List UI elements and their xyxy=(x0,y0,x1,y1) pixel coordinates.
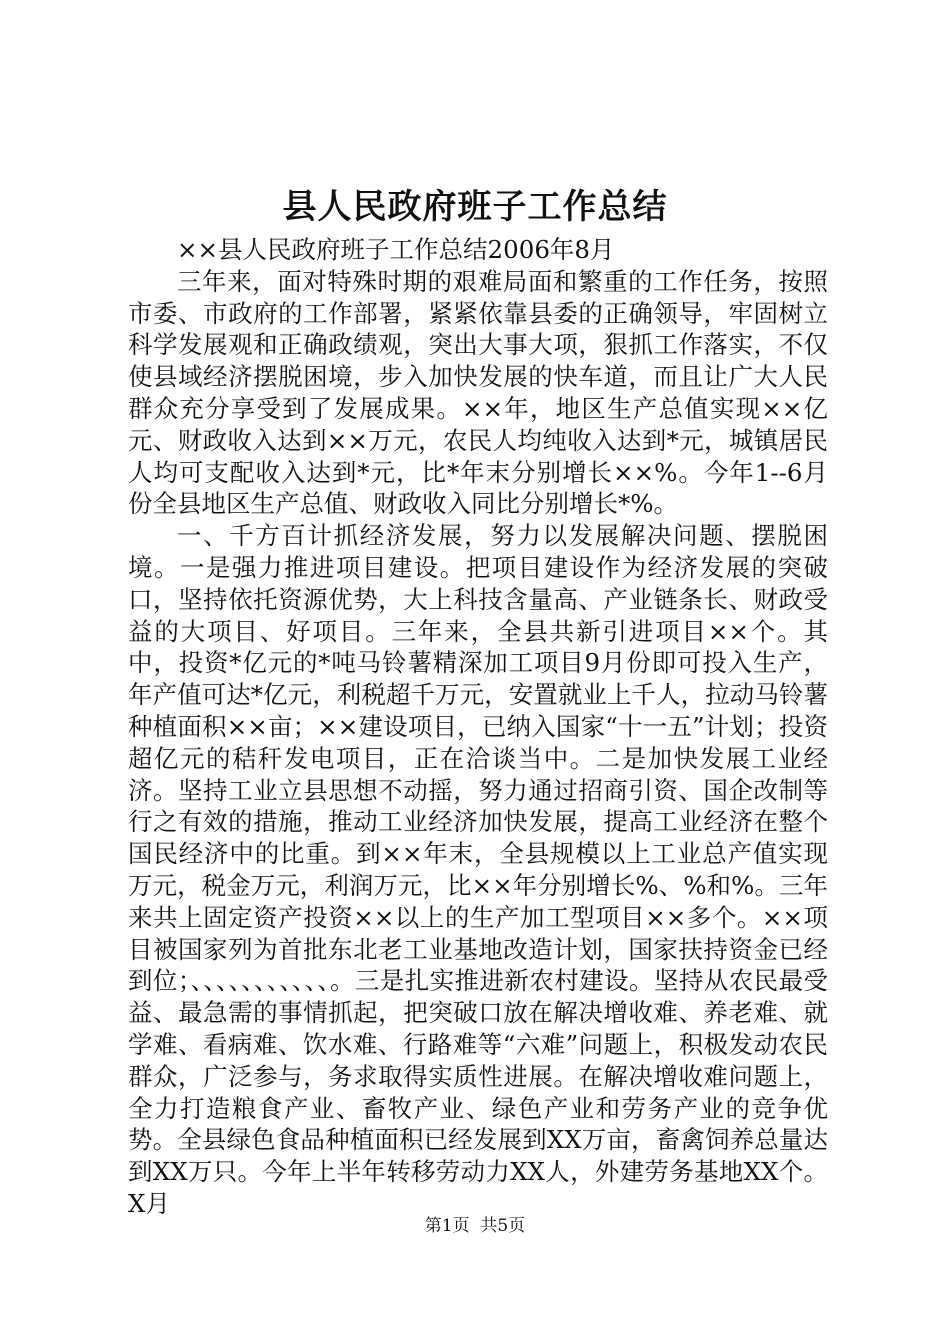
body-paragraph: ××县人民政府班子工作总结2006年8月 xyxy=(177,235,615,264)
body-paragraph: 三年来，面对特殊时期的艰难局面和繁重的工作任务，按照市委、市政府的工作部署，紧紧依靠县委的正确领导，牢固树立科学发展观和正确政绩观，突出大事大项，狠抓工作落实，不仅使县域经济摆脱困境，步入加快发展的快车道，而且让广大人民群众充分享受到了发展成果。××年，地区生产总值实现××亿元、财政收入达到××万元，农民人均纯收入达到*元，城镇居民人均可支配收入达到*元，比*年末分别增长××%。今年1--6月份全县地区生产总值、财政收入同比分别增长*%。 xyxy=(128,266,828,519)
document-body xyxy=(128,234,828,1220)
document-title: 县人民政府班子工作总结 xyxy=(282,187,668,227)
page-footer xyxy=(0,1214,950,1238)
page-number: 第1页 xyxy=(424,1216,470,1236)
body-paragraph: 一、千方百计抓经济发展，努力以发展解决问题、摆脱困境。一是强力推进项目建设。把项目建设作为经济发展的突破口，坚持依托资源优势，大上科技含量高、产业链条长、财政受益的大项目、好项目。三年来，全县共新引进项目××个。其中，投资*亿元的*吨马铃薯精深加工项目9月份即可投入生产，年产值可达*亿元，利税超千万元，安置就业上千人，拉动马铃薯种植面积××亩；××建设项目，已纳入国家“十一五”计划；投资超亿元的秸秆发电项目，正在洽谈当中。二是加快发展工业经济。坚持工业立县思想不动摇，努力通过招商引资、国企改制等行之有效的措施，推动工业经济加快发展，提高工业经济在整个国民经济中的比重。到××年末，全县规模以上工业总产值实现万元，税金万元，利润万元，比××年分别增长%、%和%。三年来共上固定资产投资××以上的生产加工型项目××多个。××项目被国家列为首批东北老工业基地改造计划，国家扶持资金已经到位；、、、、、、、、、、、。三是扎实推进新农村建设。坚持从农民最受益、最急需的事情抓起，把突破口放在解决增收难、养老难、就学难、看病难、饮水难、行路难等“六难”问题上，积极发动农民群众，广泛参与，务求取得实质性进展。在解决增收难问题上，全力打造粮食产业、畜牧产业、绿色产业和劳务产业的竞争优势。全县绿色食品种植面积已经发展到XX万亩，畜禽饲养总量达到XX万只。今年上半年转移劳动力XX人，外建劳务基地XX个。X月 xyxy=(128,521,828,1218)
page-total: 共5页 xyxy=(480,1216,526,1236)
